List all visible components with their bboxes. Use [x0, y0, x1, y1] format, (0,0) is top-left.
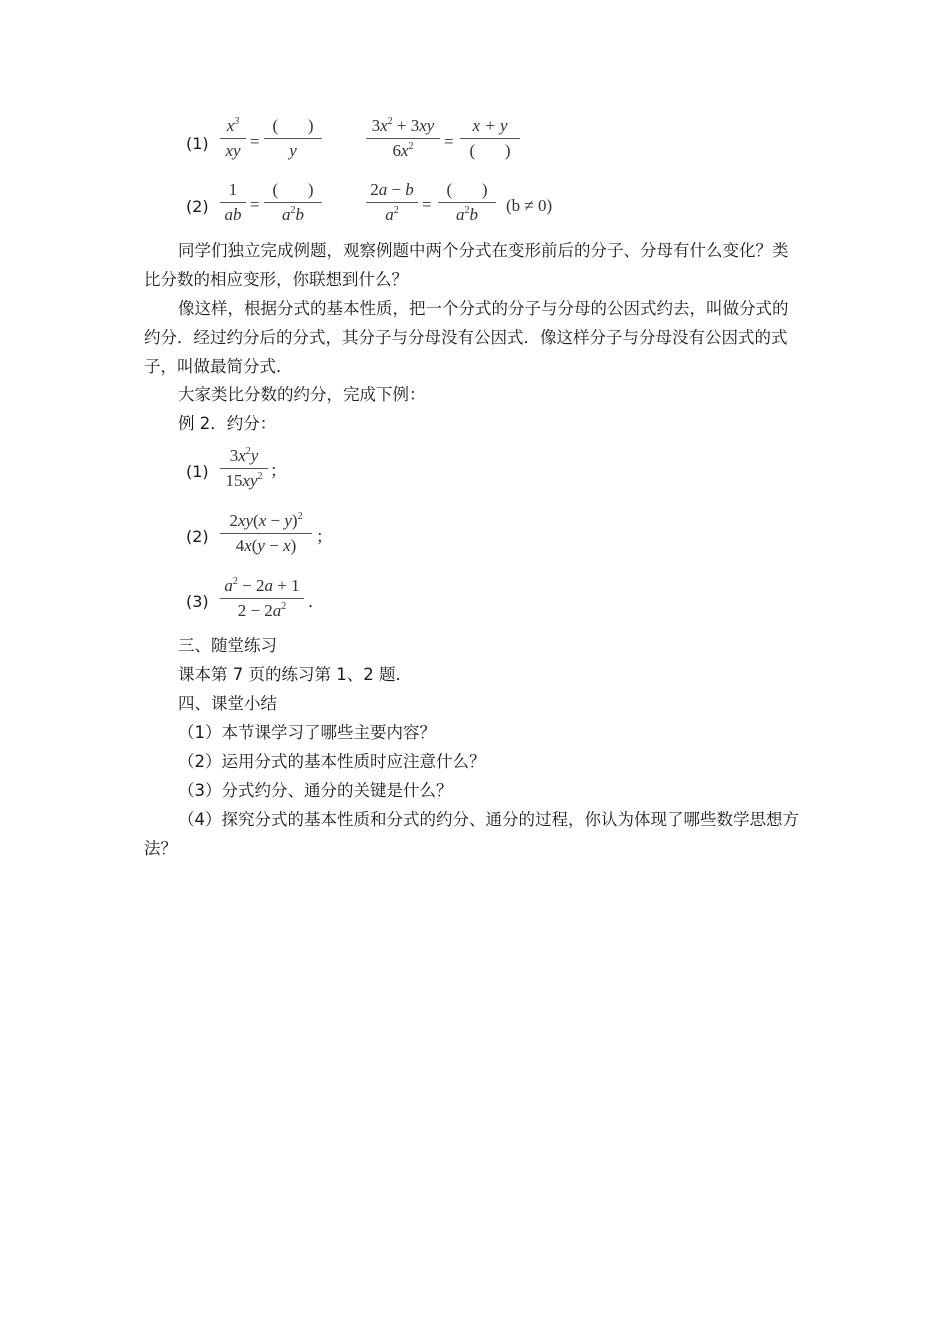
- fraction-blank-over-a2b: ( ) $a^2b$: [264, 180, 322, 225]
- equals-sign: =: [444, 132, 454, 151]
- fraction-2xy-x-minus-y-sq-over-4x-y-minus-x: $2xy(x - y)^2$ 4x(y − x): [220, 511, 312, 556]
- paragraph-2-line-3: 子，叫做最简分式．: [144, 357, 293, 376]
- example-2-item-3-label: (3): [186, 592, 209, 611]
- fraction-2a-minus-b-over-a2: 2a − b $a^2$: [366, 180, 418, 225]
- example-2-heading: 例 2．约分：: [178, 414, 277, 433]
- summary-item-2: （2）运用分式的基本性质时应注意什么？: [178, 752, 486, 771]
- example-2-item-2-label: (2): [186, 527, 209, 546]
- section-3-heading: 三、随堂练习: [178, 636, 277, 655]
- equals-sign: =: [422, 195, 432, 214]
- condition-b-not-zero: (b ≠ 0): [506, 196, 553, 215]
- equals-sign: =: [250, 132, 260, 151]
- paragraph-1-line-2: 比分数的相应变形，你联想到什么？: [144, 270, 408, 289]
- equals-sign: =: [250, 195, 260, 214]
- fraction-a2-minus-2a-plus-1-over-2-minus-2a2: $a^2 - 2a + 1$ $2 - 2a^2$: [220, 576, 304, 621]
- paragraph-2-line-2: 约分．经过约分后的分式，其分子与分母没有公因式．像这样分子与分母没有公因式的式: [144, 328, 788, 347]
- exercise-2-label: (2): [186, 197, 209, 216]
- paragraph-1-line-1: 同学们独立完成例题，观察例题中两个分式在变形前后的分子、分母有什么变化？类: [178, 241, 789, 260]
- section-3-text: 课本第 7 页的练习第 1、2 题．: [178, 665, 412, 684]
- example-2-item-1-label: (1): [186, 462, 209, 481]
- paragraph-3: 大家类比分数的约分，完成下例：: [178, 385, 426, 404]
- example-2-item-2-suffix: ；: [316, 527, 333, 546]
- summary-item-3: （3）分式约分、通分的关键是什么？: [178, 781, 453, 800]
- fraction-3x2y-over-15xy2: $3x^2y$ $15xy^2$: [220, 446, 268, 491]
- section-4-heading: 四、课堂小结: [178, 694, 277, 713]
- example-2-item-3-suffix: ．: [308, 592, 325, 611]
- paragraph-2-line-1: 像这样，根据分式的基本性质，把一个分式的分子与分母的公因式约去，叫做分式的: [178, 299, 789, 318]
- exercise-1-label: (1): [186, 134, 209, 153]
- fraction-1-over-ab: 1 ab: [220, 180, 246, 225]
- summary-item-1: （1）本节课学习了哪些主要内容？: [178, 723, 436, 742]
- fraction-blank-over-y: ( ) y: [264, 116, 322, 161]
- fraction-blank-over-a2b-2: ( ) $a^2b$: [438, 180, 496, 225]
- example-2-item-1-suffix: ；: [270, 461, 287, 480]
- fraction-x-plus-y-over-blank: x + y ( ): [460, 116, 520, 161]
- fraction-x3-over-xy: $x^3$ xy: [220, 116, 246, 161]
- fraction-3x2-plus-3xy-over-6x2: $3x^2 + 3xy$ $6x^2$: [366, 116, 440, 161]
- summary-item-4-continued: 法？: [144, 839, 177, 858]
- summary-item-4: （4）探究分式的基本性质和分式的约分、通分的过程，你认为体现了哪些数学思想方: [178, 810, 799, 829]
